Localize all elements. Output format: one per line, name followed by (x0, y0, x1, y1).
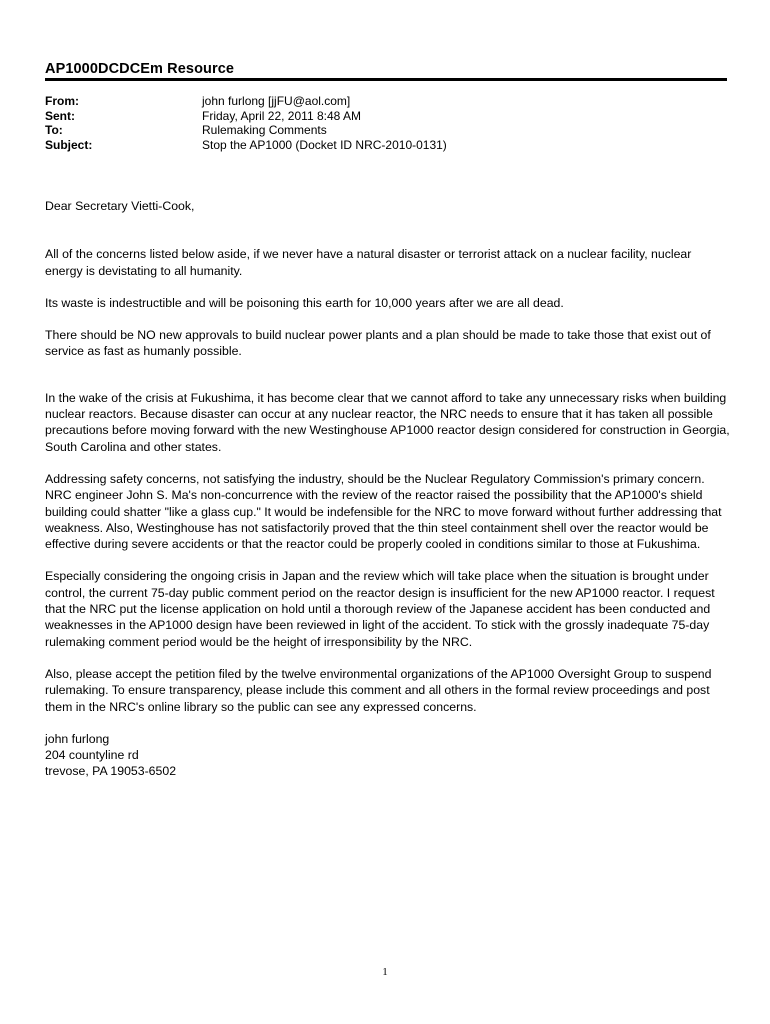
paragraph: In the wake of the crisis at Fukushima, it has become clear that we cannot afford to take any unnecessary risks when building nuclear reactors. Because disaster can occur at any nuclear reactor, the NRC needs to ensure that it has taken all possible precautions before moving forward with the new Westinghouse AP1000 reactor design considered for construction in Georgia, South Carolina and other states. (45, 390, 730, 454)
paragraph: Its waste is indestructible and will be poisoning this earth for 10,000 years after we are all dead. (45, 295, 564, 310)
from-label: From: (45, 94, 79, 108)
subject-value: Stop the AP1000 (Docket ID NRC-2010-0131) (202, 137, 447, 152)
paragraph: There should be NO new approvals to build nuclear power plants and a plan should be made to take those that exist out of service as fast as humanly possible. (45, 328, 711, 359)
header-sent-row (45, 109, 447, 124)
signature-city: trevose, PA 19053-6502 (45, 764, 177, 779)
header-from-row (45, 94, 447, 109)
signature-name: john furlong (45, 731, 110, 746)
paragraph: All of the concerns listed below aside, if we never have a natural disaster or terrorist attack on a nuclear facility, nuclear energy is devistating to all humanity. (45, 247, 692, 278)
salutation: Dear Secretary Vietti-Cook, (45, 199, 195, 213)
signature-block (45, 731, 730, 780)
email-header (45, 94, 447, 152)
header-to-row (45, 123, 447, 138)
document-title: AP1000DCDCEm Resource (45, 61, 235, 77)
from-value: john furlong [jjFU@aol.com] (202, 94, 351, 108)
letter-body (45, 198, 730, 780)
sent-label: Sent: (45, 108, 75, 123)
to-label: To: (45, 123, 63, 138)
paragraph: Also, please accept the petition filed by the twelve environmental organizations of the AP1000 Oversight Group to suspend rulemaking. To ensure transparency, please include this comment and all others in the formal review proceedings and post them in the NRC's online library so the public can see any expressed concerns. (45, 666, 712, 714)
signature-street: 204 countyline rd (45, 748, 139, 763)
to-value: Rulemaking Comments (202, 123, 327, 138)
sent-value: Friday, April 22, 2011 8:48 AM (202, 108, 361, 123)
header-subject-row (45, 138, 447, 153)
paragraph: Addressing safety concerns, not satisfying the industry, should be the Nuclear Regulatory Commission's primary concern. NRC engineer John S. Ma's non-concurrence with the review of the reactor raised the possibility that the AP1000's shield building could shatter "like a glass cup." It would be indefensible for the NRC to move forward without further addressing that weakness. Also, Westinghouse has not satisfactorily proved that the thin steel containment shell over the reactor would be effective during severe accidents or that the reactor could be properly cooled in conditions similar to those at Fukushima. (45, 471, 722, 552)
title-divider (45, 78, 727, 81)
page-number: 1 (382, 966, 388, 978)
subject-label: Subject: (45, 137, 93, 152)
paragraph: Especially considering the ongoing crisis in Japan and the review which will take place when the situation is brought under control, the current 75-day public comment period on the reactor design is insufficient for the new AP1000 reactor. I request that the NRC put the license application on hold until a thorough review of the Japanese accident has been conducted and weaknesses in the AP1000 design have been reviewed in light of the accident. To stick with the grossly inadequate 75-day rulemaking comment period would be the height of irresponsibility by the NRC. (45, 569, 715, 649)
